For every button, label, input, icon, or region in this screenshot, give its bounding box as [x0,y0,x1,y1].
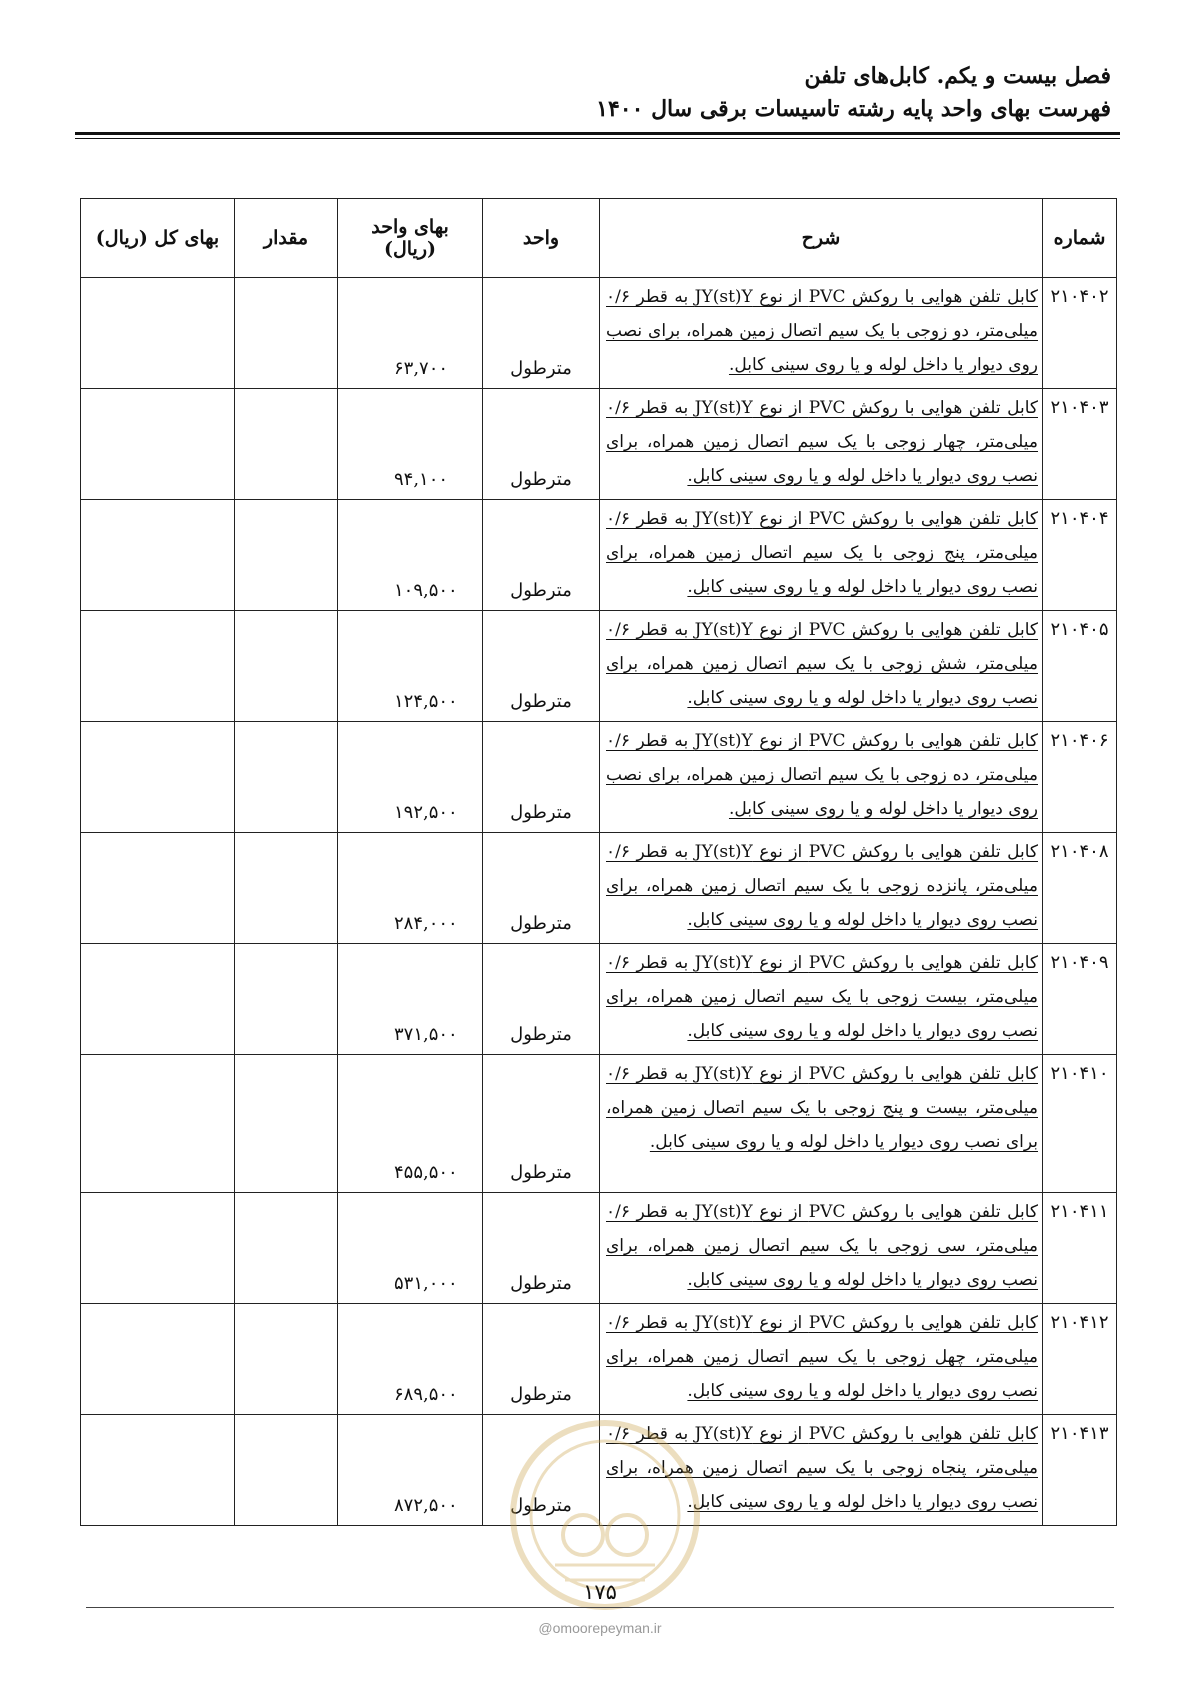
table-row [81,1304,1117,1415]
item-unit: مترطول [483,389,600,500]
table-row [81,944,1117,1055]
table-row [81,500,1117,611]
item-quantity [235,1304,338,1415]
item-code: ۲۱۰۴۱۲ [1043,1304,1117,1415]
table-row [81,611,1117,722]
item-total [81,1304,235,1415]
item-quantity [235,1193,338,1304]
item-quantity [235,1415,338,1526]
item-quantity [235,389,338,500]
item-unit: مترطول [483,1193,600,1304]
item-unit: مترطول [483,611,600,722]
table-row [81,1055,1117,1193]
item-description: کابل تلفن هوایی با روکش PVC از نوع JY(st)Y به قطر ۰/۶ میلی‌متر، چهل زوجی با یک سیم اتصال زمین همراه، برای نصب روی دیوار یا داخل لوله و یا روی سینی کابل. [600,1304,1043,1415]
page-header [71,60,1111,126]
item-description: کابل تلفن هوایی با روکش PVC از نوع JY(st)Y به قطر ۰/۶ میلی‌متر، دو زوجی با یک سیم اتصال زمین همراه، برای نصب روی دیوار یا داخل لوله و یا روی سینی کابل. [600,278,1043,389]
item-unit-price: ۳۷۱,۵۰۰ [338,944,483,1055]
item-unit: مترطول [483,1415,600,1526]
footer-site-watermark: @omoorepeyman.ir [538,1620,662,1636]
table-row [81,722,1117,833]
unit-price-label: بهای واحد [371,216,449,238]
item-unit-price: ۸۷۲,۵۰۰ [338,1415,483,1526]
column-header-description: شرح [600,199,1043,278]
item-quantity [235,611,338,722]
item-description: کابل تلفن هوایی با روکش PVC از نوع JY(st)Y به قطر ۰/۶ میلی‌متر، بیست و پنج زوجی با یک سیم اتصال زمین همراه، برای نصب روی دیوار یا داخل لوله و یا روی سینی کابل. [600,1055,1043,1193]
item-unit: مترطول [483,1055,600,1193]
item-quantity [235,944,338,1055]
item-code: ۲۱۰۴۰۸ [1043,833,1117,944]
book-title: فهرست بهای واحد پایه رشته تاسیسات برقی سال ۱۴۰۰ [596,96,1111,122]
item-quantity [235,722,338,833]
item-unit-price: ۴۵۵,۵۰۰ [338,1055,483,1193]
item-code: ۲۱۰۴۱۳ [1043,1415,1117,1526]
item-total [81,944,235,1055]
chapter-title: فصل بیست و یکم. کابل‌های تلفن [804,63,1111,89]
item-code: ۲۱۰۴۰۹ [1043,944,1117,1055]
item-description: کابل تلفن هوایی با روکش PVC از نوع JY(st)Y به قطر ۰/۶ میلی‌متر، سی زوجی با یک سیم اتصال زمین همراه، برای نصب روی دیوار یا داخل لوله و یا روی سینی کابل. [600,1193,1043,1304]
item-unit-price: ۶۳,۷۰۰ [338,278,483,389]
item-unit: مترطول [483,1304,600,1415]
item-total [81,833,235,944]
item-quantity [235,833,338,944]
item-unit-price: ۱۰۹,۵۰۰ [338,500,483,611]
item-total [81,722,235,833]
price-table [80,198,1117,1526]
item-total [81,611,235,722]
column-header-total: بهای کل (ریال) [81,199,235,278]
item-description: کابل تلفن هوایی با روکش PVC از نوع JY(st)Y به قطر ۰/۶ میلی‌متر، پنجاه زوجی با یک سیم اتصال زمین همراه، برای نصب روی دیوار یا داخل لوله و یا روی سینی کابل. [600,1415,1043,1526]
item-code: ۲۱۰۴۰۶ [1043,722,1117,833]
item-unit-price: ۹۴,۱۰۰ [338,389,483,500]
footer-rule [86,1607,1114,1608]
item-total [81,389,235,500]
item-total [81,1193,235,1304]
header-rule-thin [75,138,1120,139]
page-number: ۱۷۵ [583,1580,617,1604]
item-description: کابل تلفن هوایی با روکش PVC از نوع JY(st)Y به قطر ۰/۶ میلی‌متر، پانزده زوجی با یک سیم اتصال زمین همراه، برای نصب روی دیوار یا داخل لوله و یا روی سینی کابل. [600,833,1043,944]
item-unit: مترطول [483,500,600,611]
item-total [81,1055,235,1193]
item-total [81,500,235,611]
item-description: کابل تلفن هوایی با روکش PVC از نوع JY(st)Y به قطر ۰/۶ میلی‌متر، چهار زوجی با یک سیم اتصال زمین همراه، برای نصب روی دیوار یا داخل لوله و یا روی سینی کابل. [600,389,1043,500]
column-header-code: شماره [1043,199,1117,278]
column-header-unit-price [338,199,483,278]
item-unit-price: ۶۸۹,۵۰۰ [338,1304,483,1415]
item-description: کابل تلفن هوایی با روکش PVC از نوع JY(st)Y به قطر ۰/۶ میلی‌متر، بیست زوجی با یک سیم اتصال زمین همراه، برای نصب روی دیوار یا داخل لوله و یا روی سینی کابل. [600,944,1043,1055]
item-unit: مترطول [483,833,600,944]
item-unit-price: ۵۳۱,۰۰۰ [338,1193,483,1304]
table-header-row [81,199,1117,278]
item-description: کابل تلفن هوایی با روکش PVC از نوع JY(st)Y به قطر ۰/۶ میلی‌متر، ده زوجی با یک سیم اتصال زمین همراه، برای نصب روی دیوار یا داخل لوله و یا روی سینی کابل. [600,722,1043,833]
item-quantity [235,500,338,611]
table-row [81,278,1117,389]
item-unit: مترطول [483,278,600,389]
item-description: کابل تلفن هوایی با روکش PVC از نوع JY(st)Y به قطر ۰/۶ میلی‌متر، شش زوجی با یک سیم اتصال زمین همراه، برای نصب روی دیوار یا داخل لوله و یا روی سینی کابل. [600,611,1043,722]
item-unit-price: ۲۸۴,۰۰۰ [338,833,483,944]
header-rule-thick [75,132,1120,135]
unit-price-currency: (ریال) [383,238,437,260]
item-code: ۲۱۰۴۰۵ [1043,611,1117,722]
item-unit-price: ۱۲۴,۵۰۰ [338,611,483,722]
item-code: ۲۱۰۴۰۳ [1043,389,1117,500]
item-description: کابل تلفن هوایی با روکش PVC از نوع JY(st)Y به قطر ۰/۶ میلی‌متر، پنج زوجی با یک سیم اتصال زمین همراه، برای نصب روی دیوار یا داخل لوله و یا روی سینی کابل. [600,500,1043,611]
item-code: ۲۱۰۴۰۴ [1043,500,1117,611]
column-header-quantity: مقدار [235,199,338,278]
table-row [81,389,1117,500]
item-unit: مترطول [483,722,600,833]
column-header-unit: واحد [483,199,600,278]
item-unit: مترطول [483,944,600,1055]
item-unit-price: ۱۹۲,۵۰۰ [338,722,483,833]
item-quantity [235,1055,338,1193]
item-total [81,278,235,389]
table-row [81,1193,1117,1304]
item-code: ۲۱۰۴۱۰ [1043,1055,1117,1193]
item-code: ۲۱۰۴۱۱ [1043,1193,1117,1304]
item-quantity [235,278,338,389]
table-row [81,833,1117,944]
item-total [81,1415,235,1526]
item-code: ۲۱۰۴۰۲ [1043,278,1117,389]
